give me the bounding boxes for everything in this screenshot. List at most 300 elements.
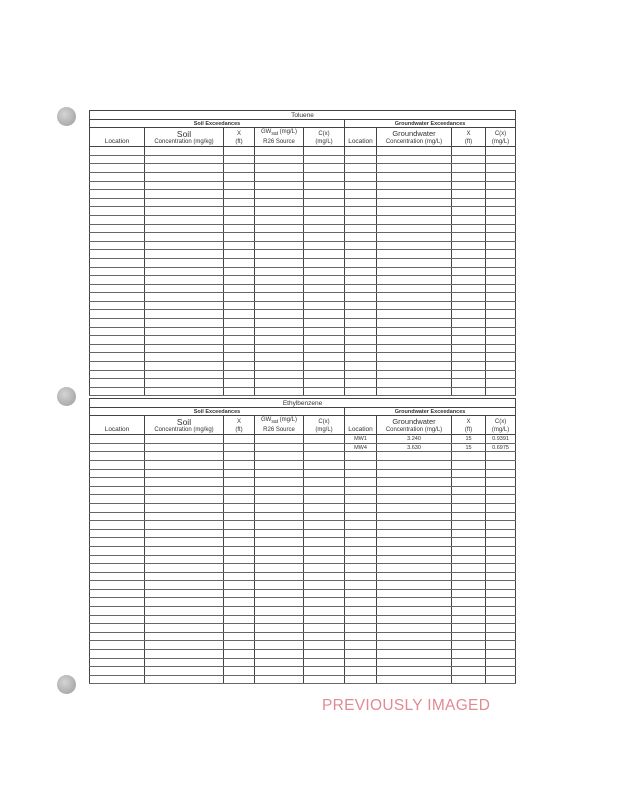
table-cell (304, 675, 345, 684)
table-cell (224, 435, 255, 444)
table-row (90, 478, 516, 487)
table-cell (345, 215, 377, 224)
table-cell (345, 198, 377, 207)
table-cell (452, 370, 486, 379)
table-cell (452, 478, 486, 487)
col-cx: C(x) (mg/L) (304, 416, 345, 435)
table-cell (224, 555, 255, 564)
table-cell (304, 190, 345, 199)
table-cell (486, 469, 516, 478)
table-cell (145, 460, 224, 469)
table-cell (452, 469, 486, 478)
table-cell (255, 564, 304, 573)
table-cell (224, 155, 255, 164)
table-cell (304, 460, 345, 469)
table-cell (486, 615, 516, 624)
table-cell (486, 581, 516, 590)
table-cell (90, 452, 145, 461)
table-row (90, 460, 516, 469)
table-cell (377, 486, 452, 495)
table-cell (452, 215, 486, 224)
table-cell (304, 641, 345, 650)
table-row (90, 172, 516, 181)
table-cell (486, 353, 516, 362)
table-cell (452, 641, 486, 650)
table-cell (486, 327, 516, 336)
table-cell (224, 667, 255, 676)
table-cell: MW1 (345, 435, 377, 444)
table-cell (377, 164, 452, 173)
table-cell (304, 435, 345, 444)
binder-hole-middle (57, 387, 76, 406)
table-cell (486, 546, 516, 555)
table-cell (224, 250, 255, 259)
ethylbenzene-table (89, 398, 516, 684)
table-cell (255, 572, 304, 581)
table-cell (377, 293, 452, 302)
table-cell (345, 486, 377, 495)
table-cell (486, 478, 516, 487)
table-cell (90, 564, 145, 573)
table-cell (90, 486, 145, 495)
table-cell (255, 503, 304, 512)
table-cell (255, 258, 304, 267)
table-cell: 0.6975 (486, 443, 516, 452)
table-cell (486, 387, 516, 396)
table-row (90, 344, 516, 353)
table-cell (486, 650, 516, 659)
table-cell (145, 319, 224, 328)
table-cell (224, 379, 255, 388)
table-cell (90, 327, 145, 336)
table-cell (345, 353, 377, 362)
col-gw-x: X (ft) (452, 128, 486, 147)
table-cell (452, 327, 486, 336)
table-cell (452, 598, 486, 607)
table-cell (304, 650, 345, 659)
table-cell (224, 607, 255, 616)
table-cell (345, 546, 377, 555)
table-cell (486, 190, 516, 199)
table-cell (224, 478, 255, 487)
table-cell (255, 336, 304, 345)
table-cell (486, 598, 516, 607)
table-cell (224, 650, 255, 659)
table-cell (304, 258, 345, 267)
table-cell (90, 250, 145, 259)
table-cell (486, 632, 516, 641)
table-cell (345, 581, 377, 590)
table-cell (90, 284, 145, 293)
table-cell (90, 589, 145, 598)
table-cell (486, 284, 516, 293)
table-cell (486, 529, 516, 538)
table-cell (90, 319, 145, 328)
table-cell (90, 598, 145, 607)
table-row (90, 675, 516, 684)
table-cell (345, 452, 377, 461)
table-cell (224, 503, 255, 512)
table-row (90, 147, 516, 156)
table-cell (224, 624, 255, 633)
table-cell (145, 667, 224, 676)
table-cell (377, 460, 452, 469)
table-cell (304, 581, 345, 590)
table-cell (345, 301, 377, 310)
table-cell (304, 478, 345, 487)
table-cell (255, 546, 304, 555)
table-row (90, 353, 516, 362)
table-cell (452, 190, 486, 199)
table-cell (345, 641, 377, 650)
table-cell (452, 147, 486, 156)
table-row (90, 258, 516, 267)
table-cell (304, 632, 345, 641)
table-cell (90, 276, 145, 285)
table-row (90, 198, 516, 207)
table-cell (145, 503, 224, 512)
table-cell (224, 495, 255, 504)
table-cell (145, 581, 224, 590)
table-cell (145, 241, 224, 250)
table-cell (304, 224, 345, 233)
col-x: X (ft) (224, 128, 255, 147)
table-cell (452, 344, 486, 353)
table-cell (452, 452, 486, 461)
table-row (90, 435, 516, 444)
table-cell (345, 319, 377, 328)
table-cell (145, 344, 224, 353)
table-cell (145, 147, 224, 156)
col-gw-concentration: Groundwater Concentration (mg/L) (377, 128, 452, 147)
table-cell (452, 379, 486, 388)
table-cell (255, 624, 304, 633)
table-cell (377, 336, 452, 345)
table-cell (224, 301, 255, 310)
table-cell (304, 327, 345, 336)
table-cell (90, 615, 145, 624)
table-cell (486, 215, 516, 224)
table-cell (145, 546, 224, 555)
table-cell (255, 667, 304, 676)
table-cell (90, 624, 145, 633)
table-cell (304, 250, 345, 259)
table-cell (224, 546, 255, 555)
table-cell (304, 362, 345, 371)
table-cell (255, 443, 304, 452)
table-row (90, 301, 516, 310)
table-cell (224, 293, 255, 302)
table-cell (452, 310, 486, 319)
table-cell (486, 276, 516, 285)
table-cell (486, 155, 516, 164)
table-cell (377, 310, 452, 319)
table-cell (255, 486, 304, 495)
table-row (90, 589, 516, 598)
table-cell (224, 207, 255, 216)
table-cell (377, 615, 452, 624)
table-cell (304, 155, 345, 164)
table-cell (345, 362, 377, 371)
table-cell (304, 503, 345, 512)
table-row (90, 443, 516, 452)
table-cell (304, 469, 345, 478)
table-cell (486, 675, 516, 684)
table-cell (145, 190, 224, 199)
table-cell (377, 503, 452, 512)
table-cell (255, 293, 304, 302)
table-cell (452, 181, 486, 190)
table-cell (145, 207, 224, 216)
table-cell (145, 555, 224, 564)
table-row (90, 452, 516, 461)
table-cell (452, 172, 486, 181)
table-cell (145, 538, 224, 547)
table-cell (304, 512, 345, 521)
table-cell (145, 327, 224, 336)
table-cell (377, 658, 452, 667)
table-cell (145, 572, 224, 581)
table-cell (90, 344, 145, 353)
table-cell (486, 293, 516, 302)
table-cell (452, 589, 486, 598)
table-cell (145, 589, 224, 598)
table-cell (452, 233, 486, 242)
table-cell (377, 667, 452, 676)
table-cell (345, 172, 377, 181)
table-cell (90, 379, 145, 388)
table-cell (255, 469, 304, 478)
table-cell (255, 172, 304, 181)
table-cell (224, 147, 255, 156)
table-cell (90, 529, 145, 538)
table-cell (224, 284, 255, 293)
table-cell (90, 233, 145, 242)
table-cell (486, 310, 516, 319)
table-row (90, 529, 516, 538)
table-cell (377, 387, 452, 396)
table-cell (90, 503, 145, 512)
table-cell (452, 486, 486, 495)
table-row (90, 155, 516, 164)
table-cell (255, 319, 304, 328)
table-cell (452, 319, 486, 328)
table-cell (304, 529, 345, 538)
table-cell (452, 155, 486, 164)
table-cell (90, 495, 145, 504)
table-cell: 0.9391 (486, 435, 516, 444)
binder-hole-bottom (57, 675, 76, 694)
table-cell (486, 233, 516, 242)
table-cell (345, 370, 377, 379)
table-cell (145, 215, 224, 224)
table-cell (255, 555, 304, 564)
table-cell (224, 589, 255, 598)
table-cell (255, 327, 304, 336)
table-cell (90, 632, 145, 641)
table-cell (345, 521, 377, 530)
table-cell (224, 215, 255, 224)
table-cell (224, 362, 255, 371)
table-cell (486, 370, 516, 379)
table-cell (486, 538, 516, 547)
col-soil-concentration: Soil Concentration (mg/kg) (145, 128, 224, 147)
table-cell (486, 267, 516, 276)
table-cell (377, 224, 452, 233)
table-cell (304, 301, 345, 310)
table-cell (255, 155, 304, 164)
table-cell (90, 581, 145, 590)
table-cell (224, 538, 255, 547)
table-cell (452, 650, 486, 659)
table-cell (345, 327, 377, 336)
table-cell (90, 572, 145, 581)
table-cell (304, 181, 345, 190)
table-cell (304, 387, 345, 396)
table-row (90, 241, 516, 250)
table-cell (452, 658, 486, 667)
table-row (90, 624, 516, 633)
table-cell (304, 147, 345, 156)
table-cell (255, 529, 304, 538)
table-cell (304, 284, 345, 293)
table-cell (345, 529, 377, 538)
table-cell (255, 435, 304, 444)
table-cell (90, 353, 145, 362)
table-cell (304, 564, 345, 573)
table-cell (255, 147, 304, 156)
table-cell (90, 546, 145, 555)
table-cell (145, 379, 224, 388)
table-cell (255, 452, 304, 461)
table-cell (145, 258, 224, 267)
table-cell (452, 387, 486, 396)
table-cell (486, 181, 516, 190)
table-cell (145, 521, 224, 530)
table-cell (145, 658, 224, 667)
table-cell (377, 564, 452, 573)
table-cell (90, 207, 145, 216)
table-cell (486, 452, 516, 461)
table-cell (255, 650, 304, 659)
table-cell (377, 581, 452, 590)
table-cell (145, 172, 224, 181)
table-cell (377, 632, 452, 641)
table-cell (345, 387, 377, 396)
table-cell (255, 607, 304, 616)
table-cell (90, 469, 145, 478)
table-cell (304, 241, 345, 250)
table-cell (345, 675, 377, 684)
table-cell (377, 495, 452, 504)
table-cell (304, 572, 345, 581)
table-cell (452, 336, 486, 345)
table-cell (145, 362, 224, 371)
table-cell (90, 555, 145, 564)
table-cell (90, 181, 145, 190)
table-cell (345, 258, 377, 267)
table-cell (304, 233, 345, 242)
table-cell (145, 607, 224, 616)
table-cell (90, 241, 145, 250)
table-cell (377, 675, 452, 684)
col-gw-x: X (ft) (452, 416, 486, 435)
table-cell (90, 147, 145, 156)
table-cell (304, 215, 345, 224)
table-cell (304, 353, 345, 362)
table-row (90, 538, 516, 547)
col-gw-cx: C(x) (mg/L) (486, 128, 516, 147)
table-cell (145, 387, 224, 396)
table-cell (90, 521, 145, 530)
table-cell (486, 172, 516, 181)
table-cell (486, 486, 516, 495)
table-cell (90, 310, 145, 319)
table-cell: 15 (452, 435, 486, 444)
table-cell (345, 650, 377, 659)
table-row (90, 319, 516, 328)
table-cell (345, 284, 377, 293)
table-cell (90, 224, 145, 233)
table-cell (145, 495, 224, 504)
table-cell (345, 555, 377, 564)
table-cell (304, 538, 345, 547)
table-cell (255, 598, 304, 607)
table-cell (224, 658, 255, 667)
table-cell (90, 478, 145, 487)
table-row (90, 276, 516, 285)
table-cell (145, 452, 224, 461)
table-cell (145, 336, 224, 345)
table-cell (377, 555, 452, 564)
table-cell (486, 624, 516, 633)
table-cell (377, 319, 452, 328)
table-cell (377, 512, 452, 521)
table-cell (377, 353, 452, 362)
table-cell (486, 198, 516, 207)
table-cell (255, 632, 304, 641)
table-cell (224, 469, 255, 478)
table-cell (255, 675, 304, 684)
table-row (90, 267, 516, 276)
table-cell (452, 538, 486, 547)
table-cell (452, 555, 486, 564)
table-cell (145, 198, 224, 207)
table-cell (377, 198, 452, 207)
table-cell (224, 172, 255, 181)
table-cell (377, 155, 452, 164)
table-cell (145, 443, 224, 452)
table-cell (304, 486, 345, 495)
table-cell (486, 379, 516, 388)
table-cell (486, 521, 516, 530)
table-cell (452, 164, 486, 173)
table-cell (377, 172, 452, 181)
table-cell (345, 607, 377, 616)
table-cell (224, 224, 255, 233)
table-cell (345, 276, 377, 285)
table-cell (345, 658, 377, 667)
table-cell (255, 190, 304, 199)
table-row (90, 658, 516, 667)
col-gw-cx: C(x) (mg/L) (486, 416, 516, 435)
table-cell (224, 353, 255, 362)
table-cell (224, 615, 255, 624)
table-cell (452, 564, 486, 573)
table-cell (304, 293, 345, 302)
table-cell (377, 250, 452, 259)
table-cell (224, 572, 255, 581)
